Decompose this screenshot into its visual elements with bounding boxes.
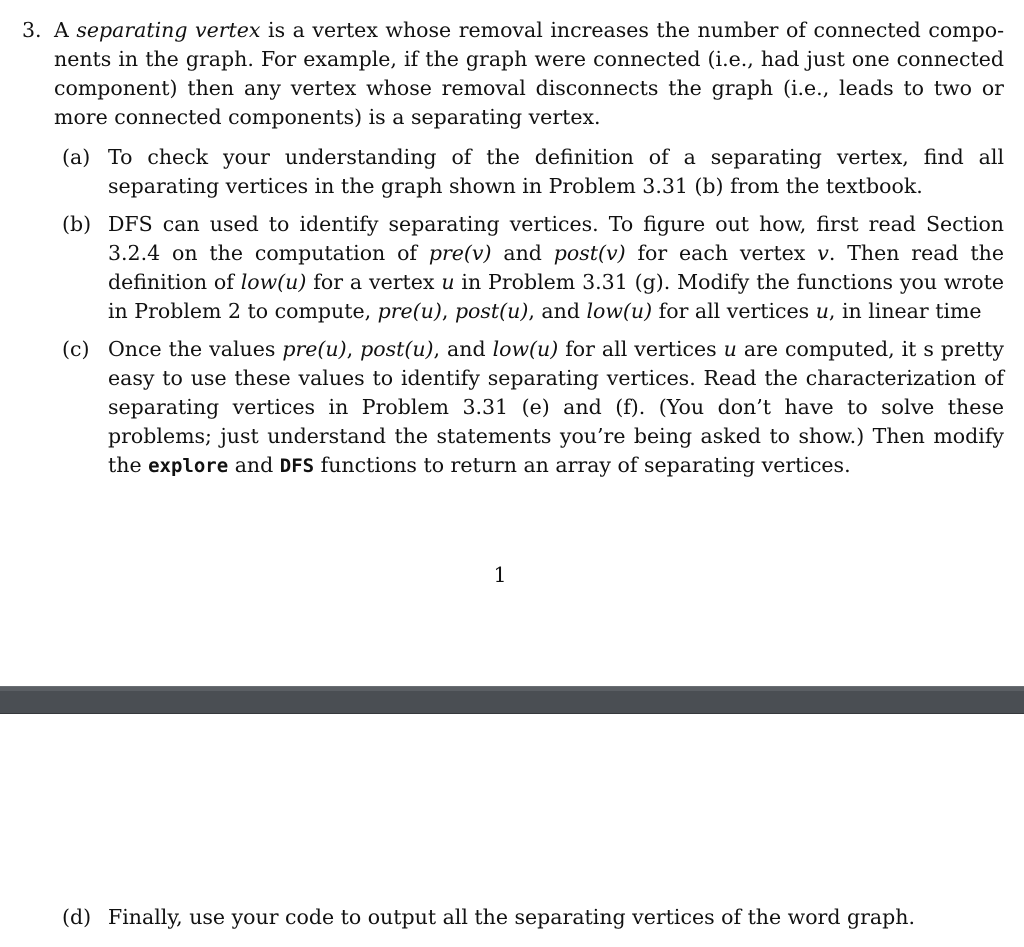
part-c [62,335,1004,481]
part-c-label: (c) [62,337,90,361]
page-separator-shade [0,687,1024,691]
math-post-u: post(u) [454,299,529,323]
part-a-label: (a) [62,145,91,169]
part-a [62,143,1004,201]
problem-intro [54,16,1004,132]
part-b-text-7: , [441,299,455,323]
part-d-text: Finally, use your code to output all the separating vertices of the word graph. [108,905,915,929]
part-b-text-1: DFS can used to identify separating vertices. To figure out how, first read Section 3.2.4 on the computation of [108,212,1004,265]
code-dfs: DFS [279,455,315,477]
problem-parts [62,143,1004,481]
part-b-label: (b) [62,212,92,236]
part-d-label: (d) [62,905,92,929]
math-pre-u: pre(u) [282,337,347,361]
part-b-text-3: for each vertex [625,241,818,265]
math-low-u: low(u) [492,337,559,361]
part-a-text: To check your understanding of the definition of a separating vertex, find all separating vertices in the graph shown in Problem 3.31 (b) from the textbook. [108,145,1004,198]
part-c-text-5: are computed, it s pretty easy to use these values to identify separating vertices. Read the characterization of separating vertices in Problem 3.31 (e) and (f). (You don’t have to solve these problems; just understand the statements you’re being asked to show.) Then modify the [108,337,1004,477]
part-b-text [108,212,1004,323]
math-post-u: post(u) [360,337,434,361]
intro-rest: is a vertex whose removal increases the number of connected compo-nents in the graph. For example, if the graph were connected (i.e., had just one connected component) then any vertex whose removal disconnects the graph (i.e., leads to two or more connected components) is a separating vertex. [54,18,1004,129]
math-u-2: u [815,299,829,323]
intro-term: separating vertex [76,18,261,42]
page-number: 1 [493,563,507,587]
part-b-text-10: , in linear time [828,299,982,323]
code-explore: explore [148,455,229,477]
page-separator [0,686,1024,714]
math-v: v [817,241,829,265]
part-b-text-4: . Then read the definition of [108,241,1004,294]
part-b-text-2: and [491,241,554,265]
part-c-text [108,337,1004,477]
part-c-text-3: , and [433,337,493,361]
math-pre-v: pre(v) [428,241,492,265]
math-pre-u: pre(u) [377,299,442,323]
part-c-text-6: and [228,453,280,477]
math-low-u: low(u) [240,270,307,294]
math-u: u [441,270,455,294]
part-c-text-4: for all vertices [558,337,724,361]
part-c-text-1: Once the values [108,337,283,361]
part-c-text-7: functions to return an array of separating vertices. [314,453,851,477]
math-low-u-2: low(u) [586,299,653,323]
part-b [62,210,1004,326]
math-post-v: post(v) [553,241,626,265]
intro-lead: A [54,18,77,42]
math-u: u [723,337,737,361]
problem-3 [22,16,1004,490]
part-b-text-8: , and [528,299,587,323]
part-b-text-9: for all vertices [652,299,816,323]
part-c-text-2: , [346,337,361,361]
part-b-text-6: in Problem 3.31 (g). Modify the functions you wrote in Problem 2 to compute, [108,270,1004,323]
part-b-text-5: for a vertex [306,270,442,294]
part-d [62,903,1002,932]
problem-number: 3. [22,18,42,42]
